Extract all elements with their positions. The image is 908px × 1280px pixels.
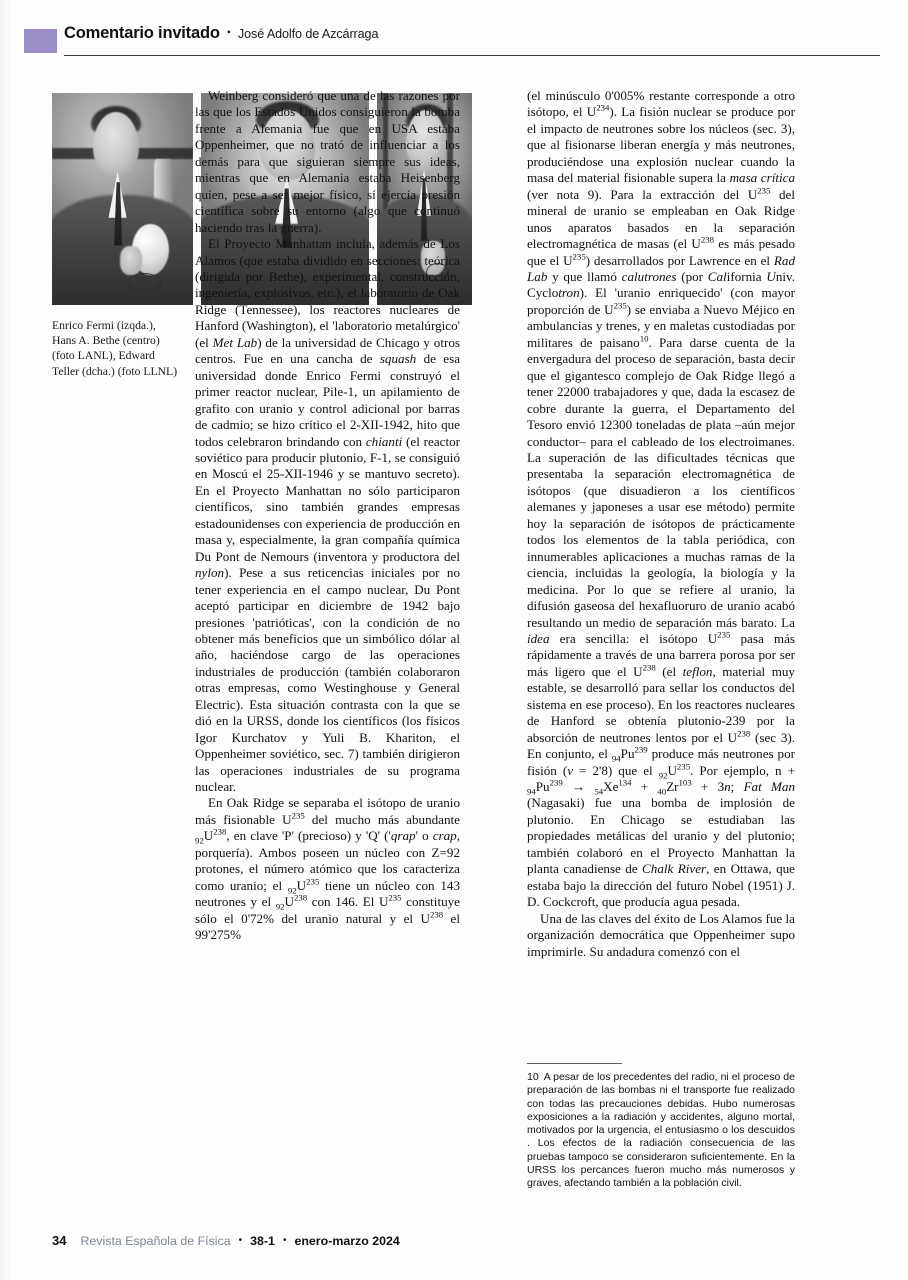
body-column-left [195, 88, 460, 944]
paragraph-oak-ridge-isotopes: En Oak Ridge se separaba el isótopo de uranio más fisionable $U^{235}$ del mucho más abundante $_{92}U^{238}$, en clave 'P' (precioso) y 'Q' ('qrap' o crap, porquería). Ambos poseen un núcleo con Z=92 protones, el número atómico que los caracteriza como uranio; el $_{92}U^{235}$ tiene un núcleo con 143 neutrones y el $_{92}U^{238}$ con 146. El $U^{235}$ constituye sólo el 0'72% del uranio natural y el $U^{238}$ el 99'275% [195, 795, 461, 943]
footnote-text [527, 1071, 795, 1191]
scan-edge [0, 0, 14, 1280]
figure-caption: Enrico Fermi (izqda.), Hans A. Bethe (centro) (foto LANL), Edward Teller (dcha.) (foto LLNL) [52, 319, 178, 378]
journal-issue: 38-1 [250, 1234, 275, 1248]
running-head [24, 24, 880, 64]
footnote-body: A pesar de los precedentes del radio, ni el proceso de preparación de las bombas ni el transporte fue realizado con todas las precauciones debidas. Hubo numerosas exposiciones a la radiación y accidentes, alguno mortal, motivados por la urgencia, el entusiasmo o los descuidos . Los efectos de la radiación consecuencia de las pruebas tampoco se consideraron suficientemente. En la URSS los percances fueron mucho más numerosos y graves, afectando también a la población civil. [527, 1071, 795, 1190]
footer-bullet-icon-2: • [282, 1235, 287, 1246]
running-head-text [64, 24, 378, 43]
bullet-separator-icon: • [226, 25, 231, 39]
running-head-rule [64, 55, 880, 56]
running-head-swatch [24, 29, 57, 53]
paragraph-manhattan-project: El Proyecto Manhattan incluía, además de Los Alamos (que estaba dividido en secciones: teórica (dirigida por Bethe), experimental, construcción, ingeniería, explosivos, etc.), el laboratorio de Oak Ridge (Tennessee), los reactores nucleares de Hanford (Washington), el 'laboratorio metalúrgico' (el Met Lab) de la universidad de Chicago y otros centros. Fue en una cancha de squash de esa universidad donde Enrico Fermi construyó el primer reactor nuclear, Pile-1, un apilamiento de grafito con uranio y control adicional por barras de cadmio; se hizo crítico el 2-XII-1942, hito que todos celebraron brindando con chianti (el reactor soviético para producir plutonio, F-1, se consiguió en Moscú el 25-XII-1946 y se mantuvo secreto). En el Proyecto Manhattan no sólo participaron científicos, sino también grandes empresas estadounidenses con experiencia de producción en masa y, especialmente, la gran compañía química Du Pont de Nemours (inventora y productora del nylon). Pese a sus reticencias iniciales por no tener experiencia en el campo nuclear, Du Pont aceptó participar en diciembre de 1942 bajo presiones 'patrióticas', con la condición de no obtener más beneficios que un simbólico dólar al año, haciéndose cargo de las operaciones industriales de producción (también colaboraron otras empresas, como Westinghouse y General Electric). Esta situación contrasta con la que se dió en la URSS, donde los científicos (los físicos Igor Kurchatov y Yuli B. Khariton, el Oppenheimer soviético, sec. 7) también dirigieron las operaciones industriales de su programa nuclear. [195, 236, 461, 795]
footer-bullet-icon-1: • [238, 1235, 243, 1246]
page-number: 34 [52, 1233, 67, 1248]
paragraph-los-alamos-democracy: Una de las claves del éxito de Los Alamos fue la organización democrática que Oppenheimer supo imprimirle. Su andadura comenzó con el [527, 910, 795, 959]
running-head-author: José Adolfo de Azcárraga [237, 27, 379, 41]
journal-name: Revista Española de Física [80, 1234, 231, 1248]
footnote-number: 10 [527, 1071, 539, 1083]
page-footer [52, 1233, 400, 1248]
running-head-title: Comentario invitado [64, 24, 220, 42]
paragraph-fission-separation: (el minúsculo 0'005% restante corresponde a otro isótopo, el $U^{234}$). La fisión nuclear se produce por el impacto de neutrones sobre los núcleos (sec. 3), que al fisionarse liberan energía y más neutrones, produciéndose una explosión nuclear cuando la masa del material fisionable supera la masa crítica (ver nota 9). Para la extracción del $U^{235}$ del mineral de uranio se empleaban en Oak Ridge unos aparatos basados en la separación electromagnética de masas (el $U^{238}$ es más pesado que el $U^{235}$) desarrollados por Lawrence en el Rad Lab y que llamó calutrones (por California Univ. Cyclotron). El 'uranio enriquecido' (con mayor proporción de $U^{235}$) se enviaba a Nuevo Méjico en ambulancias y trenes, y en maletas custodiadas por militares de paisano$^{10}$. Para darse cuenta de la envergadura del proceso de separación, basta decir que el gigantesco complejo de Oak Ridge llegó a tener 22000 trabajadores y que, dada la escasez de cobre durante la guerra, el Departamento del Tesoro envió 12300 toneladas de plata –aún mejor conductor– para el cableado de los electroimanes. La superación de las dificultades técnicas que presentaba la separación electromagnética de isótopos (que disuadieron a los científicos alemanes y japoneses a usar ese método) permite hoy la separación de isótopos de prácticamente todos los elementos de la tabla periódica, con innumerables aplicaciones a muchas ramas de la ciencia, incluidas la geología, la biología y la medicina. Por lo que se refiere al uranio, la difusión gaseosa del hexafluoruro de uranio acabó resultando un medio de separación más barato. La idea era sencilla: el isótopo $U^{235}$ pasa más rápidamente a través de una barrera porosa por ser más ligero que el $U^{238}$ (el teflon, material muy estable, se desarrolló para sellar los conductos del sistema en ese proceso). En los reactores nucleares de Hanford se obtenía plutonio-239 por la absorción de neutrones lentos por el $U^{238}$ (sec 3). En conjunto, el $_{94}Pu^{239}$ produce más neutrones por fisión (ν = 2'8) que el $_{92}U^{235}$. Por ejemplo, $n + _{94}Pu^{239} \to _{54}Xe^{134} + _{40}Zr^{103} + 3n$; Fat Man (Nagasaki) fue una bomba de implosión de plutonio. En Chicago se estudiaban las propiedades metálicas del uranio y del plutonio; también colaboró en el Proyecto Manhattan la planta canadiense de Chalk River, en Ottawa, que estaba bajo la dirección del futuro Nobel (1951) J. D. Cockcroft, que producía agua pesada. [527, 88, 796, 910]
journal-date: enero-marzo 2024 [294, 1234, 400, 1248]
footnote-block [527, 1063, 795, 1191]
paragraph-weinberg: Weinberg consideró que una de las razones por las que los Estados Unidos consiguieron la bomba frente a Alemania fue que en USA estaba Oppenheimer, que no trató de influenciar a los demás para que siguieran siempre sus ideas, mientras que en Alemania estaba Heisenberg quien, pese a ser mejor físico, sí ejercía presión científica sobre su entorno (algo que continuó haciendo tras la guerra). [195, 88, 460, 235]
footnote-rule [527, 1063, 622, 1064]
body-column-right [527, 88, 795, 960]
photo-enrico-fermi [52, 93, 193, 305]
